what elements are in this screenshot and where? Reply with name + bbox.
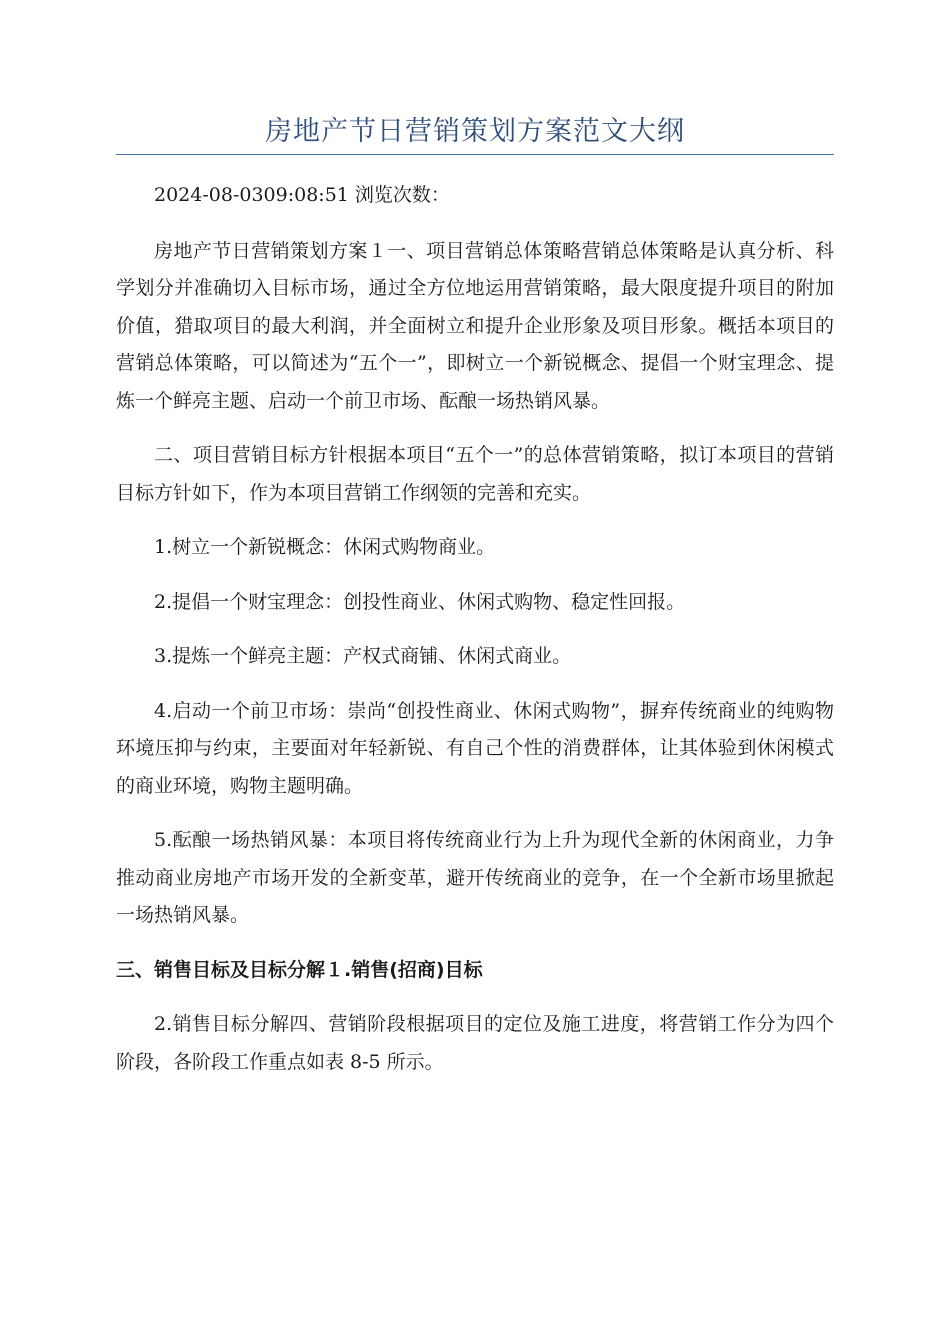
paragraph-sales-breakdown: 2.销售目标分解四、营销阶段根据项目的定位及施工进度，将营销工作分为四个阶段，各阶段工作重点如表 8-5 所示。 — [116, 1013, 834, 1073]
document-title: 房地产节日营销策划方案范文大纲 — [265, 116, 685, 147]
list-item: 1.树立一个新锐概念：休闲式购物商业。 — [154, 536, 496, 558]
list-item: 4.启动一个前卫市场：崇尚“创投性商业、休闲式购物”，摒弃传统商业的纯购物环境压抑与约束，主要面对年轻新锐、有自己个性的消费群体，让其体验到休闲模式的商业环境，购物主题明确。 — [116, 699, 834, 797]
list-item: 2.提倡一个财宝理念：创投性商业、休闲式购物、稳定性回报。 — [154, 590, 686, 613]
section-heading-sales-targets: 三、销售目标及目标分解１.销售(招商)目标 — [116, 958, 483, 981]
list-item: 3.提炼一个鲜亮主题：产权式商铺、休闲式商业。 — [154, 645, 572, 667]
title-underline — [116, 154, 834, 155]
paragraph-marketing-goals: 二、项目营销目标方针根据本项目“五个一”的总体营销策略，拟订本项目的营销目标方针如下，作为本项目营销工作纲领的完善和充实。 — [116, 444, 834, 504]
list-item: 5.酝酿一场热销风暴：本项目将传统商业行为上升为现代全新的休闲商业，力争推动商业房地产市场开发的全新变革，避开传统商业的竞争，在一个全新市场里掀起一场热销风暴。 — [116, 829, 834, 926]
paragraph-overall-strategy: 房地产节日营销策划方案１一、项目营销总体策略营销总体策略是认真分析、科学划分并准确切入目标市场，通过全方位地运用营销策略，最大限度提升项目的附加价值，猎取项目的最大利润，并全面树立和提升企业形象及项目形象。概括本项目的营销总体策略，可以简述为“五个一”，即树立一个新锐概念、提倡一个财宝理念、提炼一个鲜亮主题、启动一个前卫市场、酝酿一场热销风暴。 — [116, 239, 834, 412]
document-page — [116, 112, 834, 1081]
publish-meta: 2024-08-0309:08:51 浏览次数： — [154, 184, 450, 206]
